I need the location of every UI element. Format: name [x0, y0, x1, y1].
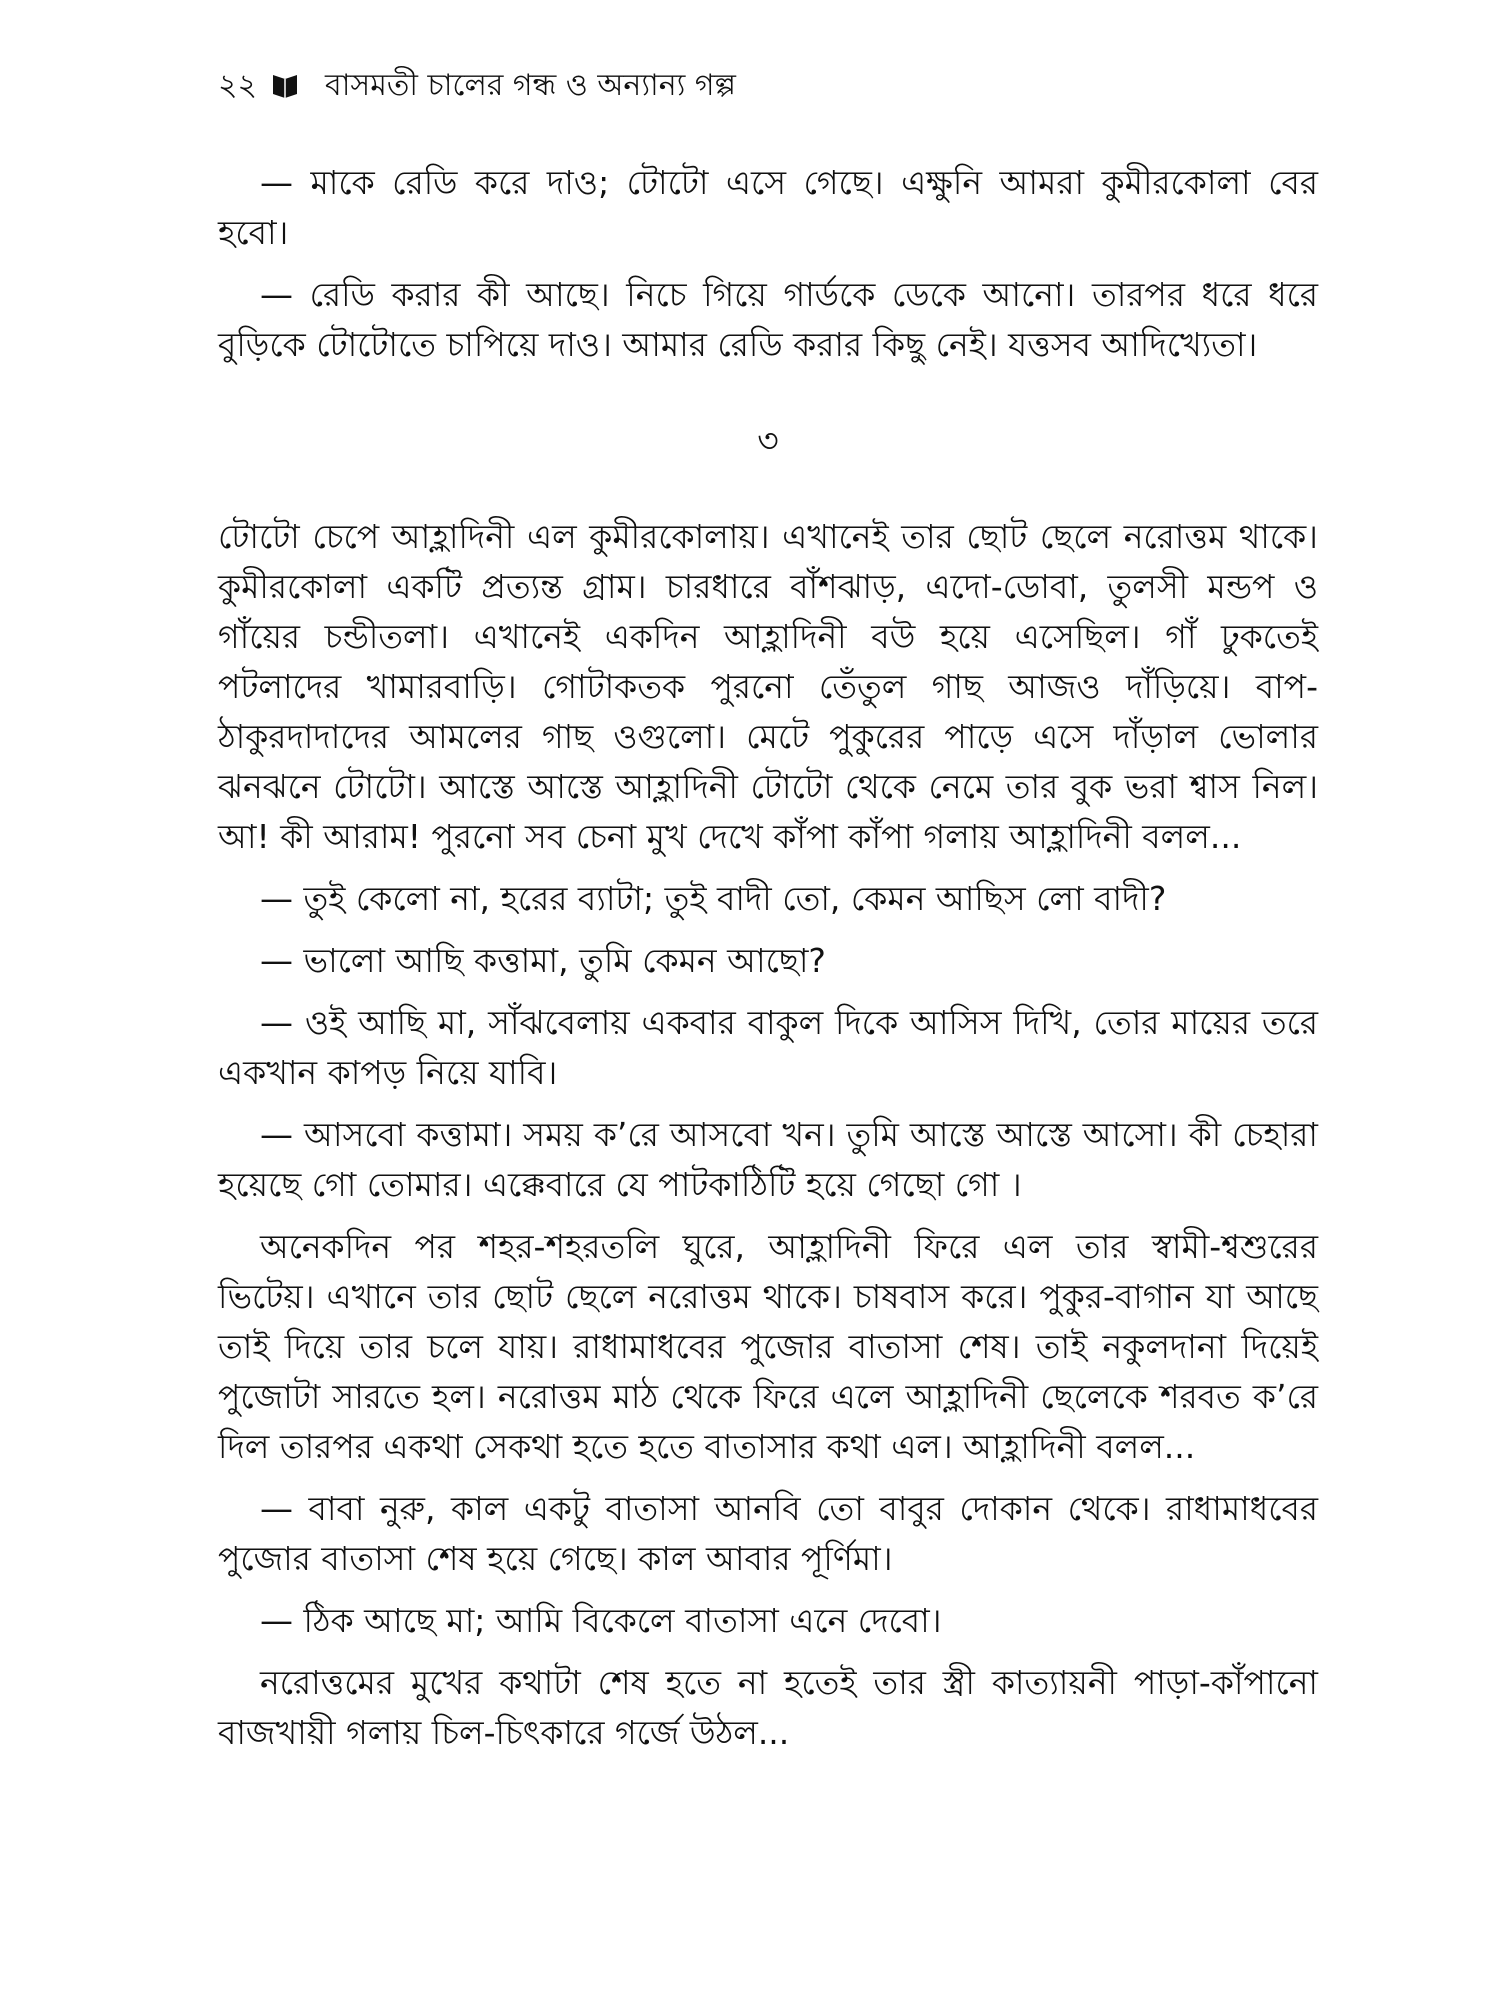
- dialogue-line: — তুই কেলো না, হরের ব্যাটা; তুই বাদী তো, কেমন আছিস লো বাদী?: [260, 879, 1167, 918]
- paragraph: অনেকদিন পর শহর-শহরতলি ঘুরে, আহ্লাদিনী ফিরে এল তার স্বামী-শ্বশুরের ভিটেয়। এখানে তার ছোট ছেলে নরোত্তম থাকে। চাষবাস করে। পুকুর-বাগান যা আছে তাই দিয়ে তার চলে যায়। রাধামাধবের পুজোর বাতাসা শেষ। তাই নকুলদানা দিয়েই পুজোটা সারতে হল। নরোত্তম মাঠ থেকে ফিরে এলে আহ্লাদিনী ছেলেকে শরবত ক’রে দিল তারপর একথা সেকথা হতে হতে বাতাসার কথা এল। আহ্লাদিনী বলল...: [218, 1227, 1318, 1466]
- paragraph: নরোত্তমের মুখের কথাটা শেষ হতে না হতেই তার স্ত্রী কাত্যায়নী পাড়া-কাঁপানো বাজখায়ী গলায় চিল-চিৎকারে গর্জে উঠল...: [218, 1663, 1318, 1752]
- running-header: [218, 66, 736, 106]
- dialogue-line: — ঠিক আছে মা; আমি বিকেলে বাতাসা এনে দেবো।: [260, 1601, 942, 1640]
- book-title: বাসমতী চালের গন্ধ ও অন্যান্য গল্প: [325, 68, 736, 103]
- dialogue-line: — আসবো কত্তামা। সময় ক’রে আসবো খন। তুমি আস্তে আস্তে আসো। কী চেহারা হয়েছে গো তোমার। এক্কেবারে যে পাটকাঠিটি হয়ে গেছো গো ।: [218, 1115, 1318, 1204]
- dialogue-line: — ওই আছি মা, সাঁঝবেলায় একবার বাকুল দিকে আসিস দিখি, তোর মায়ের তরে একখান কাপড় নিয়ে যাবি।: [218, 1003, 1318, 1092]
- section-number: ৩: [757, 421, 779, 460]
- body-text: [218, 158, 1318, 1758]
- paragraph: টোটো চেপে আহ্লাদিনী এল কুমীরকোলায়। এখানেই তার ছোট ছেলে নরোত্তম থাকে। কুমীরকোলা একটি প্রত্যন্ত গ্রাম। চারধারে বাঁশঝাড়, এদো-ডোবা, তুলসী মন্ডপ ও গাঁয়ের চন্ডীতলা। এখানেই একদিন আহ্লাদিনী বউ হয়ে এসেছিল। গাঁ ঢুকতেই পটলাদের খামারবাড়ি। গোটাকতক পুরনো তেঁতুল গাছ আজও দাঁড়িয়ে। বাপ-ঠাকুরদাদাদের আমলের গাছ ওগুলো। মেটে পুকুরের পাড়ে এসে দাঁড়াল ভোলার ঝনঝনে টোটো। আস্তে আস্তে আহ্লাদিনী টোটো থেকে নেমে তার বুক ভরা শ্বাস নিল। আ! কী আরাম! পুরনো সব চেনা মুখ দেখে কাঁপা কাঁপা গলায় আহ্লাদিনী বলল...: [218, 517, 1318, 856]
- page-number: ২২: [218, 68, 258, 103]
- dialogue-line: — বাবা নুরু, কাল একটু বাতাসা আনবি তো বাবুর দোকান থেকে। রাধামাধবের পুজোর বাতাসা শেষ হয়ে গেছে। কাল আবার পূর্ণিমা।: [218, 1489, 1318, 1578]
- open-book-icon: [271, 73, 299, 99]
- dialogue-line: — মাকে রেডি করে দাও; টোটো এসে গেছে। এক্ষুনি আমরা কুমীরকোলা বের হবো।: [218, 163, 1318, 252]
- dialogue-line: — ভালো আছি কত্তামা, তুমি কেমন আছো?: [260, 941, 826, 980]
- dialogue-line: — রেডি করার কী আছে। নিচে গিয়ে গার্ডকে ডেকে আনো। তারপর ধরে ধরে বুড়িকে টোটোতে চাপিয়ে দাও। আমার রেডি করার কিছু নেই। যত্তসব আদিখ্যেতা।: [218, 275, 1318, 364]
